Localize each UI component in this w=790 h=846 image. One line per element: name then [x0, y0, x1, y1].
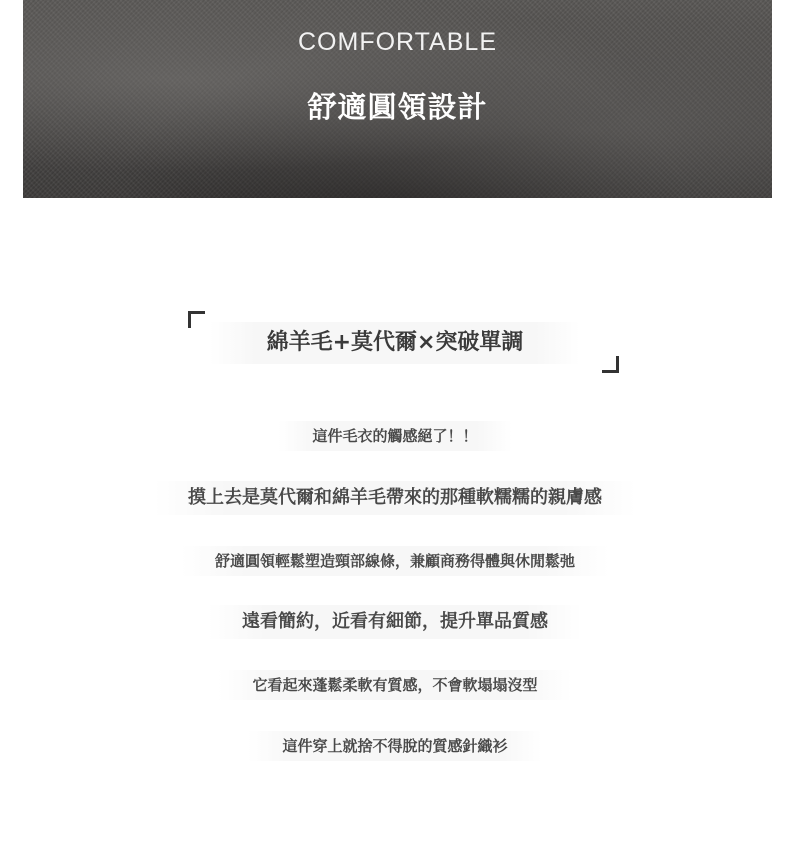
feature-line-text: 這件穿上就捨不得脫的質感針織衫 — [248, 731, 541, 761]
feature-line-4 — [0, 605, 790, 639]
hero-subtitle: COMFORTABLE — [298, 28, 497, 56]
feature-line-3 — [0, 546, 790, 576]
feature-line-text: 這件毛衣的觸感絕了！！ — [278, 421, 511, 451]
feature-line-2 — [0, 481, 790, 515]
corner-bracket-top-left — [188, 311, 205, 328]
corner-bracket-bottom-right — [602, 356, 619, 373]
feature-line-text: 舒適圓領輕鬆塑造頸部線條，兼顧商務得體與休閒鬆弛 — [181, 546, 609, 576]
hero-title: 舒適圓領設計 — [307, 90, 488, 124]
feature-line-6 — [0, 731, 790, 761]
feature-line-text: 它看起來蓬鬆柔軟有質感，不會軟塌塌沒型 — [218, 670, 571, 700]
hero-banner — [23, 0, 772, 198]
feature-line-text: 摸上去是莫代爾和綿羊毛帶來的那種軟糯糯的親膚感 — [154, 481, 636, 515]
feature-line-1 — [0, 421, 790, 451]
feature-line-5 — [0, 670, 790, 700]
feature-line-text: 遠看簡約，近看有細節，提升單品質感 — [208, 605, 582, 639]
feature-heading: 綿羊毛+莫代爾×突破單調 — [210, 322, 580, 364]
